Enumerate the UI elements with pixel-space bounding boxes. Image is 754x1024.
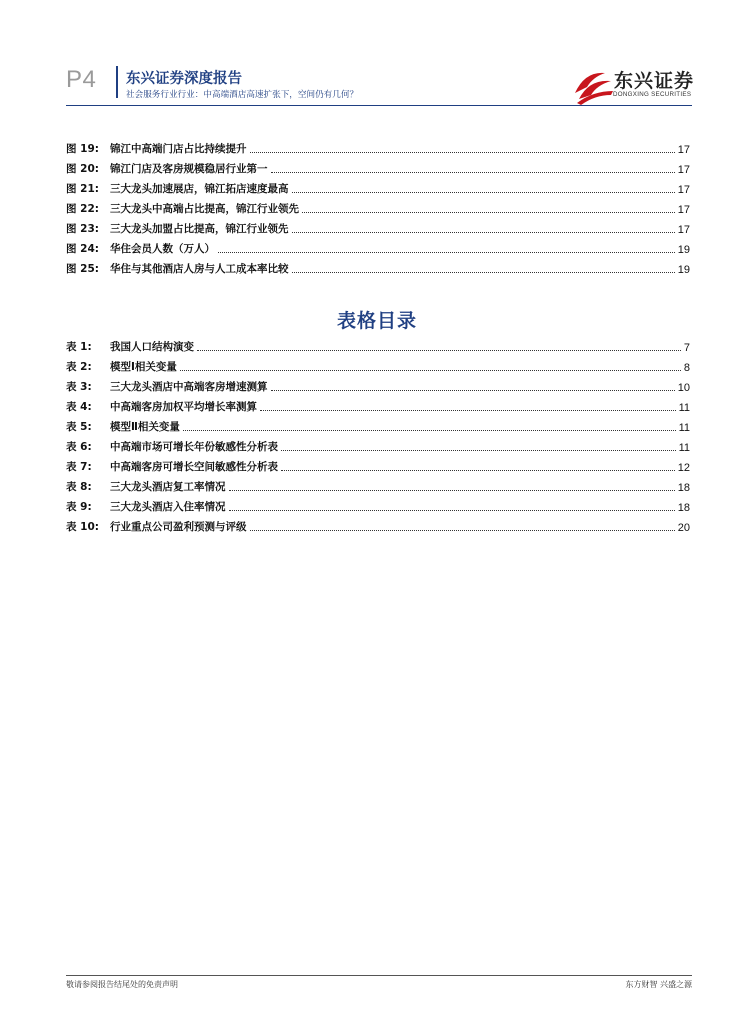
- footer-disclaimer: 敬请参阅报告结尾处的免责声明: [66, 980, 178, 989]
- toc-entry-label: 中高端市场可增长年份敏感性分析表: [110, 441, 278, 453]
- toc-entry-number: 图 22:: [66, 203, 99, 215]
- toc-leader: [292, 192, 675, 193]
- header-divider: [116, 66, 118, 98]
- toc-entry-number: 表 6:: [66, 441, 92, 453]
- toc-entry[interactable]: [66, 518, 690, 534]
- toc-entry[interactable]: [66, 220, 690, 236]
- toc-entry-page: 17: [677, 184, 690, 196]
- toc-entry-number: 图 25:: [66, 263, 99, 275]
- toc-entry[interactable]: [66, 438, 690, 454]
- toc-leader: [250, 152, 675, 153]
- toc-entry-page: 10: [677, 382, 690, 394]
- toc-entry-label: 模型Ⅱ相关变量: [110, 421, 180, 433]
- footer-rule: [66, 975, 692, 976]
- toc-entry-label: 中高端客房加权平均增长率测算: [110, 401, 257, 413]
- toc-entry-label: 三大龙头酒店入住率情况: [110, 501, 226, 513]
- toc-entry-label: 我国人口结构演变: [110, 341, 194, 353]
- toc-entry-label: 华住与其他酒店人房与人工成本率比较: [110, 263, 289, 275]
- toc-leader: [180, 370, 681, 371]
- report-type-title: 东兴证券深度报告: [126, 71, 242, 87]
- toc-entry[interactable]: [66, 240, 690, 256]
- toc-leader: [302, 212, 675, 213]
- brand-name-cn: 东兴证券: [614, 70, 695, 92]
- table-toc-title: 表格目录: [336, 310, 417, 332]
- toc-leader: [271, 172, 675, 173]
- toc-entry-number: 表 4:: [66, 401, 92, 413]
- toc-entry-label: 三大龙头酒店复工率情况: [110, 481, 226, 493]
- toc-entry-page: 18: [677, 502, 690, 514]
- toc-entry-number: 图 20:: [66, 163, 99, 175]
- report-subtitle: 社会服务行业行业：中高端酒店高速扩张下，空间仍有几何？: [126, 90, 359, 100]
- toc-entry[interactable]: [66, 338, 690, 354]
- toc-entry-page: 19: [677, 244, 690, 256]
- toc-leader: [250, 530, 675, 531]
- toc-entry[interactable]: [66, 260, 690, 276]
- toc-leader: [260, 410, 676, 411]
- toc-leader: [229, 510, 675, 511]
- toc-entry-number: 表 9:: [66, 501, 92, 513]
- toc-leader: [292, 272, 675, 273]
- toc-entry-label: 行业重点公司盈利预测与评级: [110, 521, 247, 533]
- toc-entry[interactable]: [66, 458, 690, 474]
- toc-entry-page: 11: [678, 402, 690, 414]
- toc-entry-page: 11: [678, 422, 690, 434]
- page-number: P4: [66, 66, 97, 93]
- toc-entry-number: 表 8:: [66, 481, 92, 493]
- toc-entry-number: 表 2:: [66, 361, 92, 373]
- toc-entry-label: 锦江中高端门店占比持续提升: [110, 143, 247, 155]
- toc-entry-page: 8: [683, 362, 690, 374]
- toc-entry-label: 中高端客房可增长空间敏感性分析表: [110, 461, 278, 473]
- toc-entry-number: 表 3:: [66, 381, 92, 393]
- toc-entry-page: 17: [677, 204, 690, 216]
- toc-entry-number: 图 23:: [66, 223, 99, 235]
- toc-entry-page: 17: [677, 144, 690, 156]
- toc-entry-page: 19: [677, 264, 690, 276]
- toc-entry[interactable]: [66, 418, 690, 434]
- footer-slogan: 东方财智 兴盛之源: [625, 980, 692, 989]
- toc-entry[interactable]: [66, 140, 690, 156]
- toc-entry-number: 图 21:: [66, 183, 99, 195]
- brand-name-en: DONGXING SECURITIES: [613, 91, 692, 98]
- toc-entry[interactable]: [66, 398, 690, 414]
- toc-entry[interactable]: [66, 200, 690, 216]
- toc-leader: [292, 232, 675, 233]
- toc-entry[interactable]: [66, 478, 690, 494]
- toc-entry[interactable]: [66, 180, 690, 196]
- toc-entry-label: 三大龙头中高端占比提高，锦江行业领先: [110, 203, 299, 215]
- toc-entry-label: 模型Ⅰ相关变量: [110, 361, 177, 373]
- toc-entry[interactable]: [66, 378, 690, 394]
- toc-entry-page: 17: [677, 224, 690, 236]
- toc-leader: [281, 450, 676, 451]
- page-header: [0, 0, 754, 110]
- toc-entry-label: 华住会员人数（万人）: [110, 243, 215, 255]
- toc-leader: [271, 390, 675, 391]
- toc-entry-page: 20: [677, 522, 690, 534]
- toc-entry[interactable]: [66, 358, 690, 374]
- toc-entry-page: 12: [677, 462, 690, 474]
- toc-entry-label: 锦江门店及客房规模稳居行业第一: [110, 163, 268, 175]
- toc-entry-page: 17: [677, 164, 690, 176]
- toc-entry[interactable]: [66, 160, 690, 176]
- toc-leader: [183, 430, 676, 431]
- toc-leader: [218, 252, 675, 253]
- toc-entry-page: 18: [677, 482, 690, 494]
- toc-entry-label: 三大龙头加速展店，锦江拓店速度最高: [110, 183, 289, 195]
- toc-entry[interactable]: [66, 498, 690, 514]
- toc-entry-number: 表 1:: [66, 341, 92, 353]
- toc-leader: [229, 490, 675, 491]
- toc-leader: [281, 470, 675, 471]
- toc-entry-number: 图 24:: [66, 243, 99, 255]
- toc-entry-label: 三大龙头加盟占比提高，锦江行业领先: [110, 223, 289, 235]
- toc-entry-number: 表 10:: [66, 521, 99, 533]
- toc-entry-page: 11: [678, 442, 690, 454]
- toc-entry-label: 三大龙头酒店中高端客房增速测算: [110, 381, 268, 393]
- toc-entry-number: 表 5:: [66, 421, 92, 433]
- toc-entry-number: 表 7:: [66, 461, 92, 473]
- toc-leader: [197, 350, 681, 351]
- toc-entry-number: 图 19:: [66, 143, 99, 155]
- toc-entry-page: 7: [683, 342, 690, 354]
